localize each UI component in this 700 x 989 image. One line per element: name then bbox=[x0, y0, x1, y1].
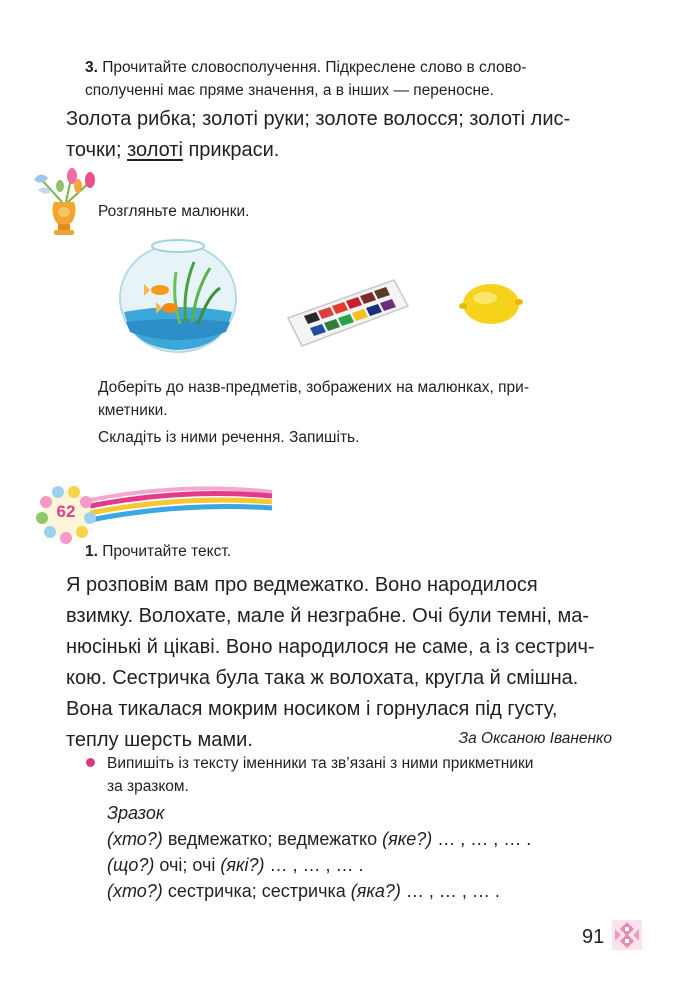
exercise-3-instruction: 3. Прочитайте словосполучення. Підкреслене слово в слово- сполученні має пряме значення, а в інших — переносне. bbox=[85, 59, 527, 99]
sample-row: (хто?) ведмежатко; ведмежатко (яке?) … , … , … . bbox=[107, 829, 532, 849]
flower-vase-icon bbox=[32, 168, 98, 240]
creative-task-text: Доберіть до назв-предметів, зображених на малюнках, при- кметники. bbox=[98, 379, 529, 419]
sample-block bbox=[107, 800, 627, 904]
story-line: Я розповім вам про ведмежатко. Воно народилося bbox=[66, 574, 538, 596]
lemon-image bbox=[458, 280, 524, 328]
exercise-number: 3. bbox=[85, 59, 98, 76]
exercise-1-instruction: 1. Прочитайте текст. bbox=[85, 543, 232, 560]
watercolor-paint-box-image bbox=[286, 276, 410, 350]
lesson-number: 62 bbox=[56, 502, 76, 521]
sample-title: Зразок bbox=[107, 803, 165, 823]
embroidery-ornament-icon bbox=[612, 920, 642, 950]
underlined-word: золоті bbox=[127, 139, 183, 161]
exercise-1-task: Випишіть із тексту іменники та зв’язані з ними прикметники за зразком. bbox=[107, 755, 534, 795]
creative-task-write: Складіть із ними речення. Запишіть. bbox=[98, 429, 360, 446]
sample-row: (хто?) сестричка; сестричка (яка?) … , … , … . bbox=[107, 881, 500, 901]
page-number: 91 bbox=[582, 926, 605, 948]
creative-prompt: Розгляньте малюнки. bbox=[98, 203, 250, 220]
sample-row: (що?) очі; очі (які?) … , … , … . bbox=[107, 855, 364, 875]
story-line: взимку. Волохате, мале й незграбне. Очі були темні, ма- bbox=[66, 605, 590, 627]
lesson-badge bbox=[32, 480, 292, 546]
fishbowl-with-goldfish-image bbox=[116, 232, 240, 354]
exercise-3-phrases: Золота рибка; золоті руки; золоте волосся; золоті лис- точки; золоті прикраси. bbox=[66, 108, 571, 161]
exercise-number: 1. bbox=[85, 543, 98, 560]
story-line: нюсінькі й цікаві. Воно народилося не саме, а із сестрич- bbox=[66, 636, 595, 658]
story-line: Вона тикалася мокрим носиком і горнулася під густу, bbox=[66, 698, 558, 720]
author-credit: За Оксаною Іваненко bbox=[458, 730, 612, 747]
story-line: теплу шерсть мами. bbox=[66, 729, 253, 751]
bullet-icon bbox=[86, 758, 95, 767]
story-line: кою. Сестричка була така ж волохата, кругла й смішна. bbox=[66, 667, 579, 689]
